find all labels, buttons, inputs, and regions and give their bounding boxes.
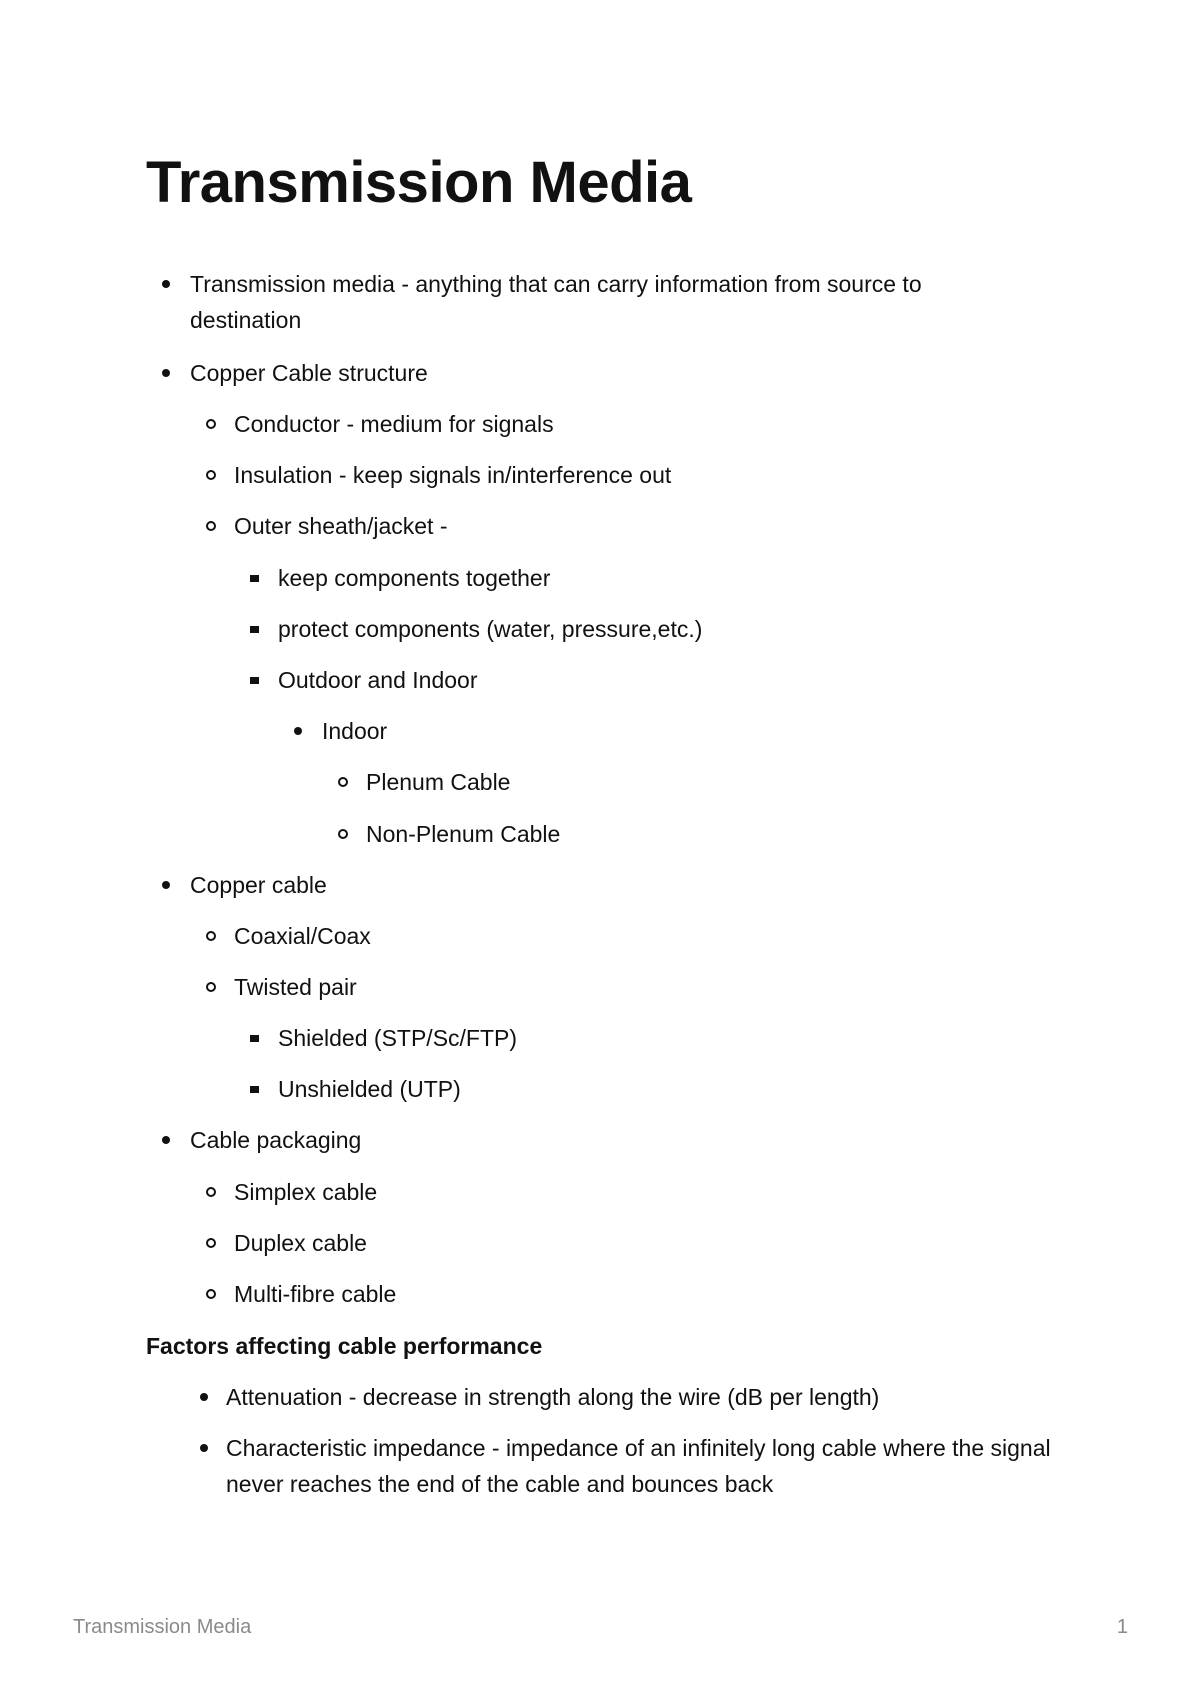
list-item [278,662,477,698]
list-item [234,918,371,954]
circle-bullet-icon [206,1289,216,1299]
disc-bullet-icon [162,1136,170,1144]
list-item [278,560,550,596]
list-item-text: Copper Cable structure [190,360,428,386]
list-item-text: Attenuation - decrease in strength along the wire (dB per length) [226,1384,880,1410]
list-item [234,1174,377,1210]
list-item-text: Multi-fibre cable [234,1281,397,1307]
list-item [234,1276,396,1312]
circle-bullet-icon [206,982,216,992]
list-item [234,969,357,1005]
list-item [234,508,448,544]
list-item-text: Indoor [322,718,388,744]
circle-bullet-icon [206,521,216,531]
square-bullet-icon [250,677,259,684]
list-item-text: Conductor - medium for signals [234,411,554,437]
list-item [190,266,1010,338]
list-item [322,713,387,749]
circle-bullet-icon [206,1238,216,1248]
list-item-text: Characteristic impedance - impedance of an infinitely long cable where the signal never reaches the end of the cable and bounces back [226,1435,1051,1497]
list-item [226,1379,879,1415]
list-item-text: Cable packaging [190,1127,362,1153]
square-bullet-icon [250,575,259,582]
list-item-text: Duplex cable [234,1230,367,1256]
circle-bullet-icon [206,931,216,941]
list-item [190,867,327,903]
list-item [278,1071,461,1107]
list-item [190,355,428,391]
list-item-text: Outer sheath/jacket - [234,513,448,539]
circle-bullet-icon [206,1187,216,1197]
list-item [234,457,671,493]
list-item-text: Simplex cable [234,1179,378,1205]
list-item [234,1225,367,1261]
list-item-text: Twisted pair [234,974,357,1000]
list-item-text: Coaxial/Coax [234,923,371,949]
disc-bullet-icon [294,727,302,735]
list-item-text: Copper cable [190,872,327,898]
footer-title: Transmission Media [73,1616,252,1638]
list-item-text: Insulation - keep signals in/interference out [234,462,672,488]
square-bullet-icon [250,626,259,633]
circle-bullet-icon [338,829,348,839]
list-item-text: protect components (water, pressure,etc.) [278,616,703,642]
circle-bullet-icon [206,419,216,429]
disc-bullet-icon [162,280,170,288]
list-item [366,764,510,800]
list-item [366,816,560,852]
page-title: Transmission Media [146,150,692,215]
circle-bullet-icon [206,470,216,480]
square-bullet-icon [250,1086,259,1093]
list-item [190,1122,361,1158]
list-item-text: Unshielded (UTP) [278,1076,461,1102]
disc-bullet-icon [162,881,170,889]
circle-bullet-icon [338,777,348,787]
list-item [278,611,702,647]
list-item-text: Shielded (STP/Sc/FTP) [278,1025,518,1051]
square-bullet-icon [250,1035,259,1042]
list-item [234,406,554,442]
list-item-text: Non-Plenum Cable [366,821,561,847]
list-item [226,1430,1056,1502]
section-heading: Factors affecting cable performance [146,1333,543,1359]
disc-bullet-icon [200,1393,208,1401]
list-item-text: keep components together [278,565,551,591]
disc-bullet-icon [162,369,170,377]
disc-bullet-icon [200,1444,208,1452]
list-item [278,1020,517,1056]
list-item-text: Outdoor and Indoor [278,667,478,693]
list-item-text: Plenum Cable [366,769,511,795]
page-number: 1 [1116,1616,1128,1638]
list-item-text: Transmission media - anything that can carry information from source to destination [190,271,922,333]
